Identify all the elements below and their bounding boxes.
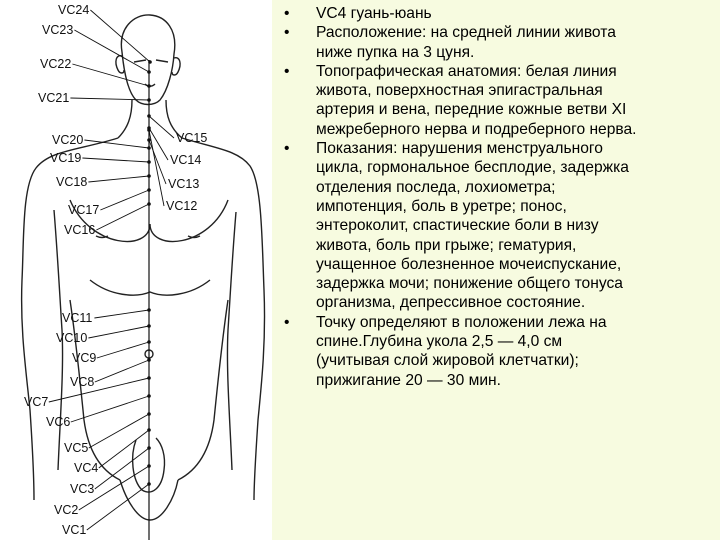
- bullet-dot-icon: •: [284, 5, 290, 22]
- acupuncture-figure: [0, 0, 272, 540]
- acupoint-marker: [148, 60, 152, 64]
- acupoint-marker: [147, 98, 151, 102]
- leader-line: [149, 140, 166, 184]
- point-label-vc19: VC19: [50, 151, 82, 165]
- bullet-line: прижигание 20 — 30 мин.: [316, 371, 501, 389]
- bullet-line: задержка мочи; понижение общего тонуса: [316, 275, 623, 293]
- point-label-vc8: VC8: [70, 375, 95, 389]
- bullet-line: организма, депрессивное состояние.: [316, 294, 586, 312]
- point-label-vc18: VC18: [56, 175, 88, 189]
- description-panel: [272, 0, 720, 540]
- point-label-vc1: VC1: [62, 523, 87, 537]
- point-label-vc5: VC5: [64, 441, 89, 455]
- bullet-line: живота, поверхностная эпигастральная: [316, 82, 603, 100]
- acupoint-marker: [147, 146, 151, 150]
- acupoint-marker: [147, 482, 151, 486]
- bullet-list: [282, 4, 714, 390]
- bullet-line: ниже пупка на 3 цуня.: [316, 43, 475, 61]
- bullet-dot-icon: •: [284, 140, 290, 158]
- bullet-item: [282, 4, 714, 23]
- leader-line: [95, 360, 149, 382]
- point-label-vc11: VC11: [62, 311, 93, 325]
- bullet-line: импотенция, боль в уретре; понос,: [316, 197, 567, 215]
- bullet-item: [282, 139, 714, 313]
- bullet-item: [282, 313, 714, 390]
- bullet-line: Топографическая анатомия: белая линия: [316, 62, 617, 80]
- point-label-vc10: VC10: [56, 331, 88, 345]
- bullet-dot-icon: •: [284, 313, 290, 331]
- point-label-vc21: VC21: [38, 91, 70, 105]
- point-label-vc24: VC24: [58, 3, 90, 17]
- acupoint-marker: [147, 464, 151, 468]
- acupoint-marker: [147, 358, 151, 362]
- bullet-dot-icon: •: [284, 62, 290, 80]
- point-label-vc12: VC12: [166, 199, 198, 213]
- leader-line: [87, 484, 149, 530]
- bullet-dot-icon: •: [284, 24, 290, 42]
- acupoint-marker: [147, 174, 151, 178]
- bullet-line: цикла, гормональное бесплодие, задержка: [316, 159, 629, 177]
- left-labels: [24, 3, 99, 537]
- leader-line: [99, 430, 149, 468]
- point-label-vc17: VC17: [68, 203, 100, 217]
- point-label-vc13: VC13: [168, 177, 200, 191]
- acupoint-marker: [147, 70, 151, 74]
- point-label-vc14: VC14: [170, 153, 202, 167]
- acupoint-marker: [147, 428, 151, 432]
- acupoint-marker: [147, 376, 151, 380]
- bullet-line: живота, боль при грыже; гематурия,: [316, 236, 577, 254]
- bullet-line: межреберного нерва и подреберного нерва.: [316, 120, 637, 138]
- bullet-line: учащенное болезненное мочеиспускание,: [316, 255, 622, 273]
- leader-line: [96, 204, 149, 230]
- bullet-line: отделения последа, лохиометра;: [316, 178, 556, 196]
- leader-line: [88, 326, 149, 338]
- point-label-vc2: VC2: [54, 503, 79, 517]
- leader-line: [89, 414, 149, 448]
- point-label-vc6: VC6: [46, 415, 71, 429]
- acupoint-marker: [147, 84, 151, 88]
- point-label-vc22: VC22: [40, 57, 72, 71]
- point-label-vc7: VC7: [24, 395, 49, 409]
- bullet-line: Показания: нарушения менструального: [316, 140, 603, 158]
- leader-line: [82, 158, 149, 162]
- leader-line: [70, 98, 149, 100]
- acupoint-marker: [147, 324, 151, 328]
- acupoint-marker: [147, 202, 151, 206]
- leader-line: [100, 190, 149, 210]
- point-label-vc4: VC4: [74, 461, 99, 475]
- leader-line: [97, 342, 149, 358]
- leader-line: [72, 64, 149, 86]
- bullet-line: Расположение: на средней линии живота: [316, 24, 616, 42]
- bullet-line: артерия и вена, передние кожные ветви XI: [316, 101, 627, 119]
- point-label-vc3: VC3: [70, 482, 95, 496]
- acupoint-marker: [147, 308, 151, 312]
- leader-line: [88, 176, 149, 182]
- bullet-item: [282, 62, 714, 139]
- leader-line: [90, 10, 150, 62]
- acupoint-marker: [147, 412, 151, 416]
- bullet-line: VC4 гуань-юань: [316, 5, 432, 22]
- acupoint-marker: [147, 128, 151, 132]
- acupoint-marker: [147, 188, 151, 192]
- acupoint-marker: [147, 138, 151, 142]
- point-label-vc9: VC9: [72, 351, 97, 365]
- bullet-line: (учитывая слой жировой клетчатки);: [316, 352, 579, 370]
- acupoint-marker: [147, 114, 151, 118]
- acupoint-marker: [147, 446, 151, 450]
- point-label-vc23: VC23: [42, 23, 74, 37]
- bullet-line: спине.Глубина укола 2,5 — 4,0 см: [316, 333, 563, 351]
- leader-line: [94, 310, 149, 318]
- bullet-line: Точку определяют в положении лежа на: [316, 313, 607, 331]
- point-label-vc20: VC20: [52, 133, 84, 147]
- point-label-vc15: VC15: [176, 131, 208, 145]
- body-illustration: [0, 0, 272, 540]
- acupoint-marker: [147, 394, 151, 398]
- point-label-vc16: VC16: [64, 223, 96, 237]
- bullet-line: энтероколит, спастические боли в низу: [316, 217, 599, 235]
- acupoint-marker: [147, 160, 151, 164]
- bullet-item: [282, 23, 714, 62]
- leader-line: [49, 378, 149, 402]
- right-labels: [166, 131, 207, 213]
- acupoint-marker: [147, 340, 151, 344]
